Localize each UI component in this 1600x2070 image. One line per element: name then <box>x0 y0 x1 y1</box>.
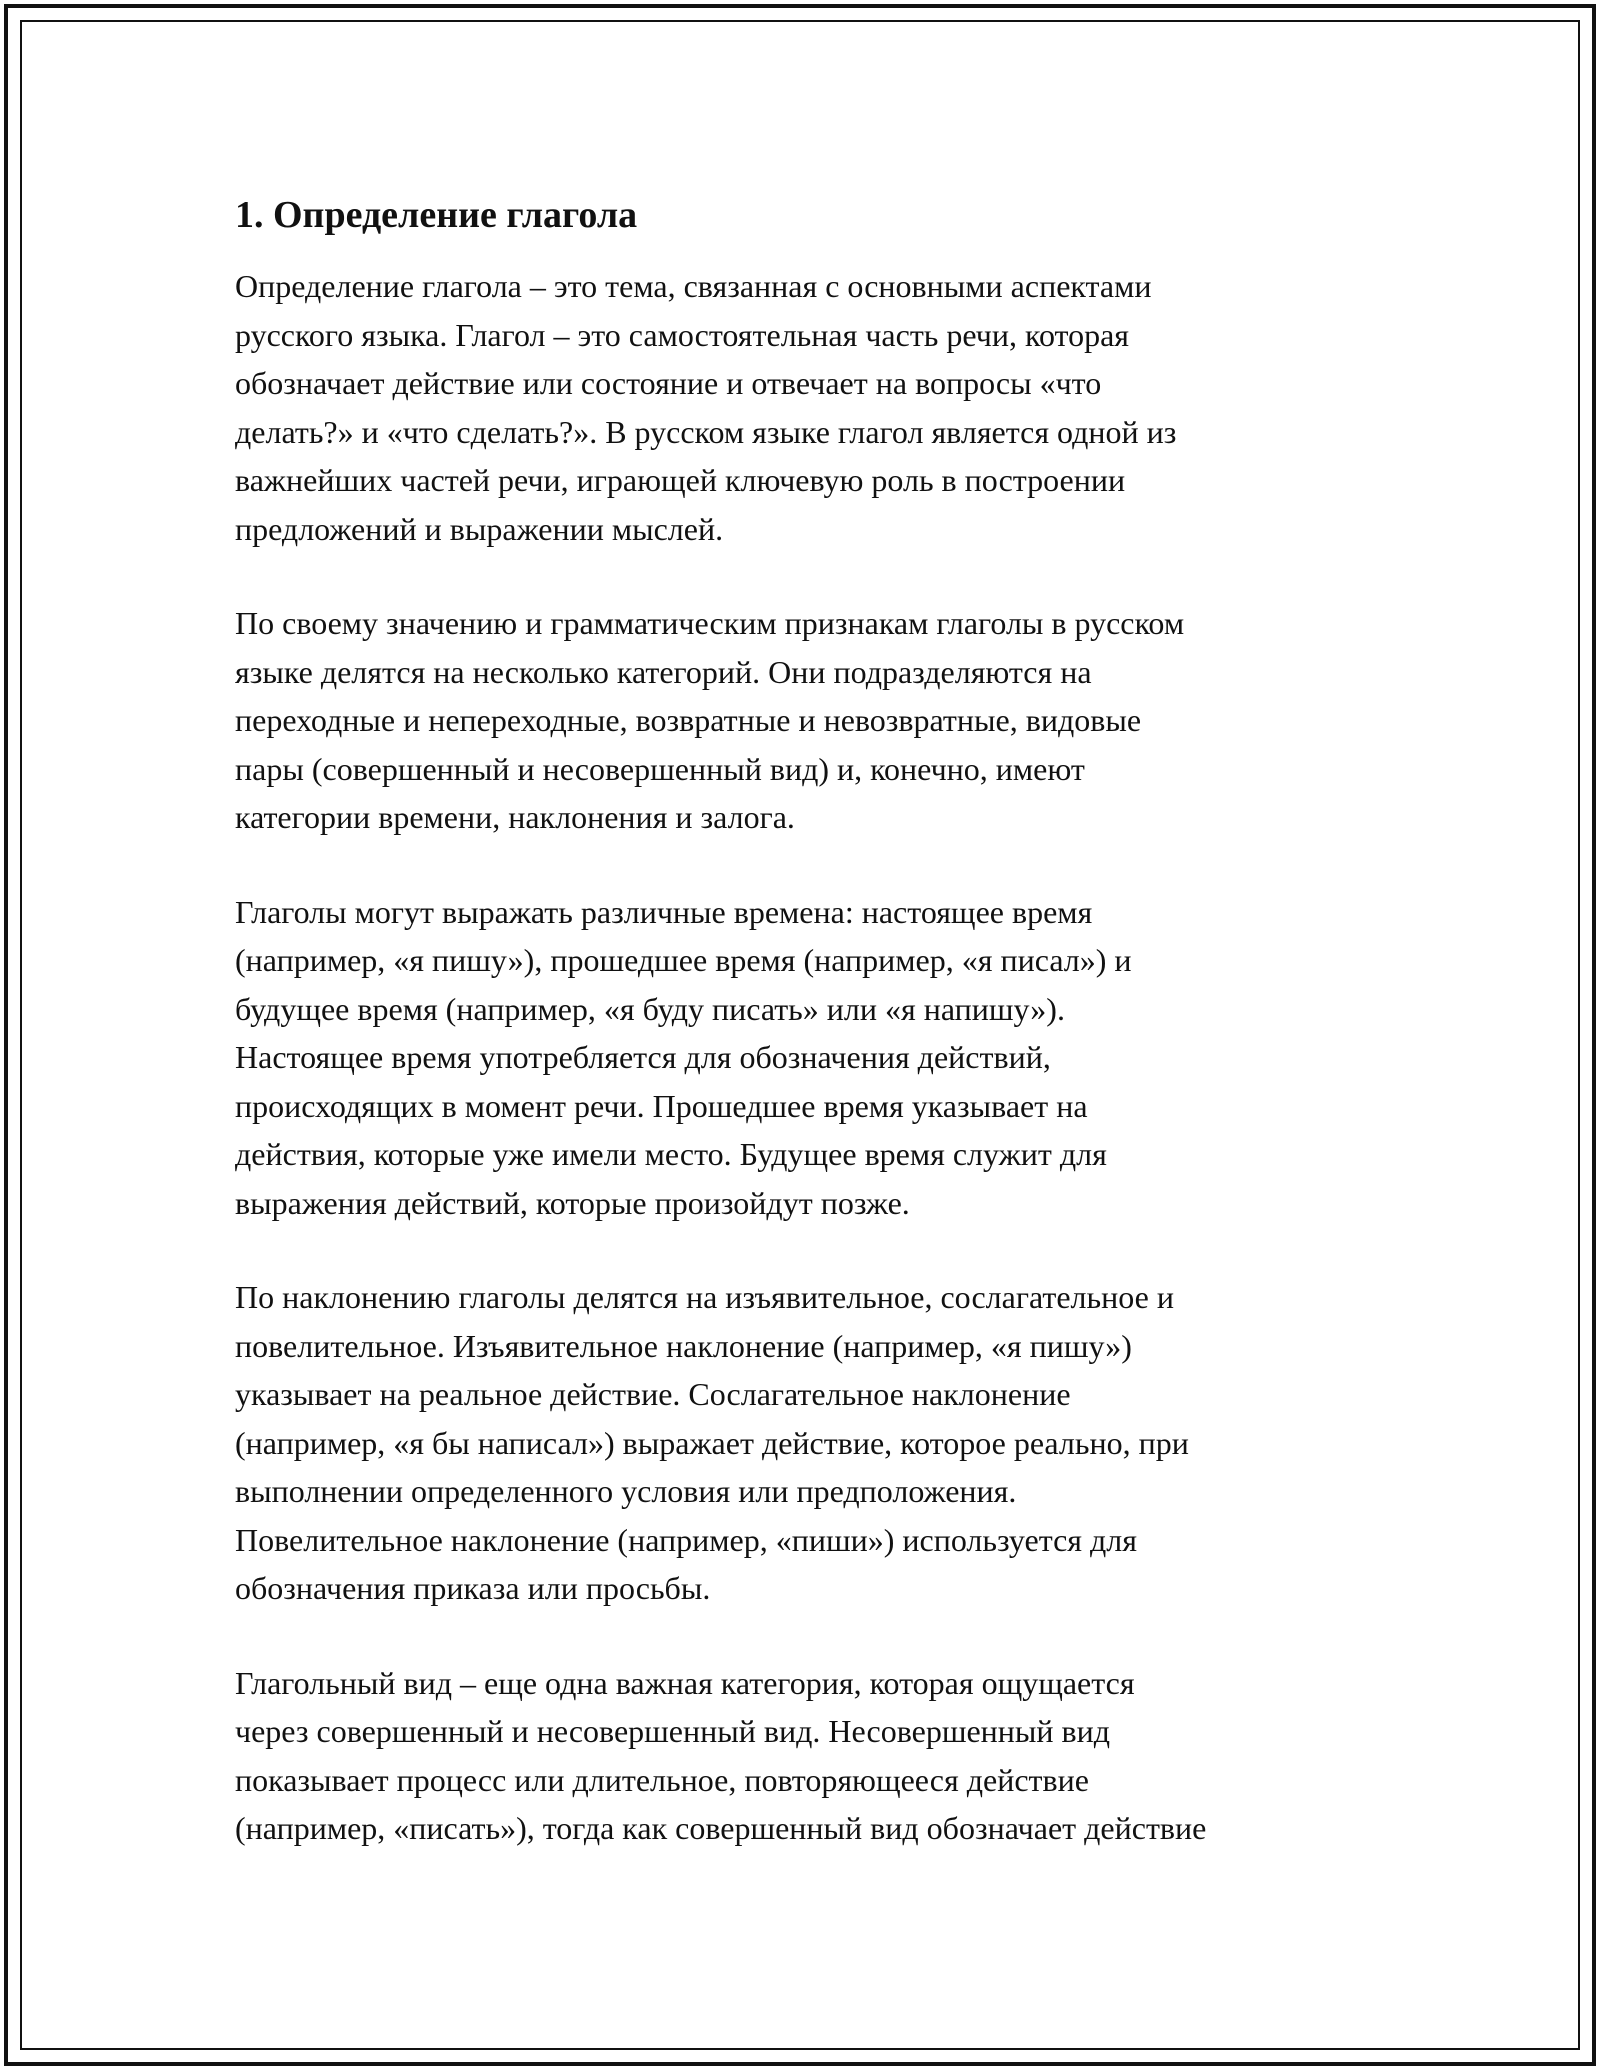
text-line: (например, «я бы написал») выражает действие, которое реально, при <box>235 1424 1189 1461</box>
text-line: По своему значению и грамматическим признакам глаголы в русском <box>235 605 1185 641</box>
document-content <box>235 190 1365 1853</box>
text-line: делать?» и «что сделать?». В русском языке глагол является одной из <box>235 413 1177 450</box>
text-line: повелительное. Изъявительное наклонение (например, «я пишу») <box>235 1327 1132 1364</box>
text-line: показывает процесс или длительное, повторяющееся действие <box>235 1761 1089 1798</box>
text-line: По наклонению глаголы делятся на изъявительное, сослагательное и <box>235 1279 1174 1315</box>
text-line: предложений и выражении мыслей. <box>235 510 724 547</box>
paragraph-verb-categories <box>235 599 1365 842</box>
text-line: будущее время (например, «я буду писать» или «я напишу»). <box>235 990 1065 1027</box>
text-line: Настоящее время употребляется для обозначения действий, <box>235 1039 1051 1075</box>
paragraph-verb-definition <box>235 262 1365 553</box>
text-line: Повелительное наклонение (например, «пиши») используется для <box>235 1521 1137 1558</box>
text-line: выражения действий, которые произойдут позже. <box>235 1184 910 1221</box>
text-line: языке делятся на несколько категорий. Они подразделяются на <box>235 653 1092 690</box>
text-line: русского языка. Глагол – это самостоятельная часть речи, которая <box>235 316 1129 353</box>
text-line: происходящих в момент речи. Прошедшее время указывает на <box>235 1087 1088 1124</box>
section-heading: 1. Определение глагола <box>235 194 638 236</box>
text-line: (например, «писать»), тогда как совершенный вид обозначает действие <box>235 1810 1207 1846</box>
text-line: (например, «я пишу»), прошедшее время (например, «я писал») и <box>235 942 1132 978</box>
text-line: Глагольный вид – еще одна важная категория, которая ощущается <box>235 1664 1135 1701</box>
text-line: обозначает действие или состояние и отвечает на вопросы «что <box>235 365 1102 401</box>
text-line: действия, которые уже имели место. Будущее время служит для <box>235 1136 1107 1172</box>
text-line: Определение глагола – это тема, связанная с основными аспектами <box>235 268 1152 304</box>
paragraph-verb-aspect <box>235 1659 1365 1853</box>
text-line: важнейших частей речи, играющей ключевую роль в построении <box>235 462 1126 498</box>
text-line: через совершенный и несовершенный вид. Несовершенный вид <box>235 1713 1111 1749</box>
text-line: Глаголы могут выражать различные времена: настоящее время <box>235 893 1093 930</box>
text-line: обозначения приказа или просьбы. <box>235 1570 711 1606</box>
text-line: переходные и непереходные, возвратные и невозвратные, видовые <box>235 702 1142 738</box>
paragraph-verb-tenses <box>235 888 1365 1228</box>
text-line: категории времени, наклонения и залога. <box>235 799 795 835</box>
text-line: выполнении определенного условия или предположения. <box>235 1473 1017 1509</box>
text-line: пары (совершенный и несовершенный вид) и, конечно, имеют <box>235 750 1085 787</box>
paragraph-verb-moods <box>235 1273 1365 1613</box>
text-line: указывает на реальное действие. Сослагательное наклонение <box>235 1376 1071 1412</box>
